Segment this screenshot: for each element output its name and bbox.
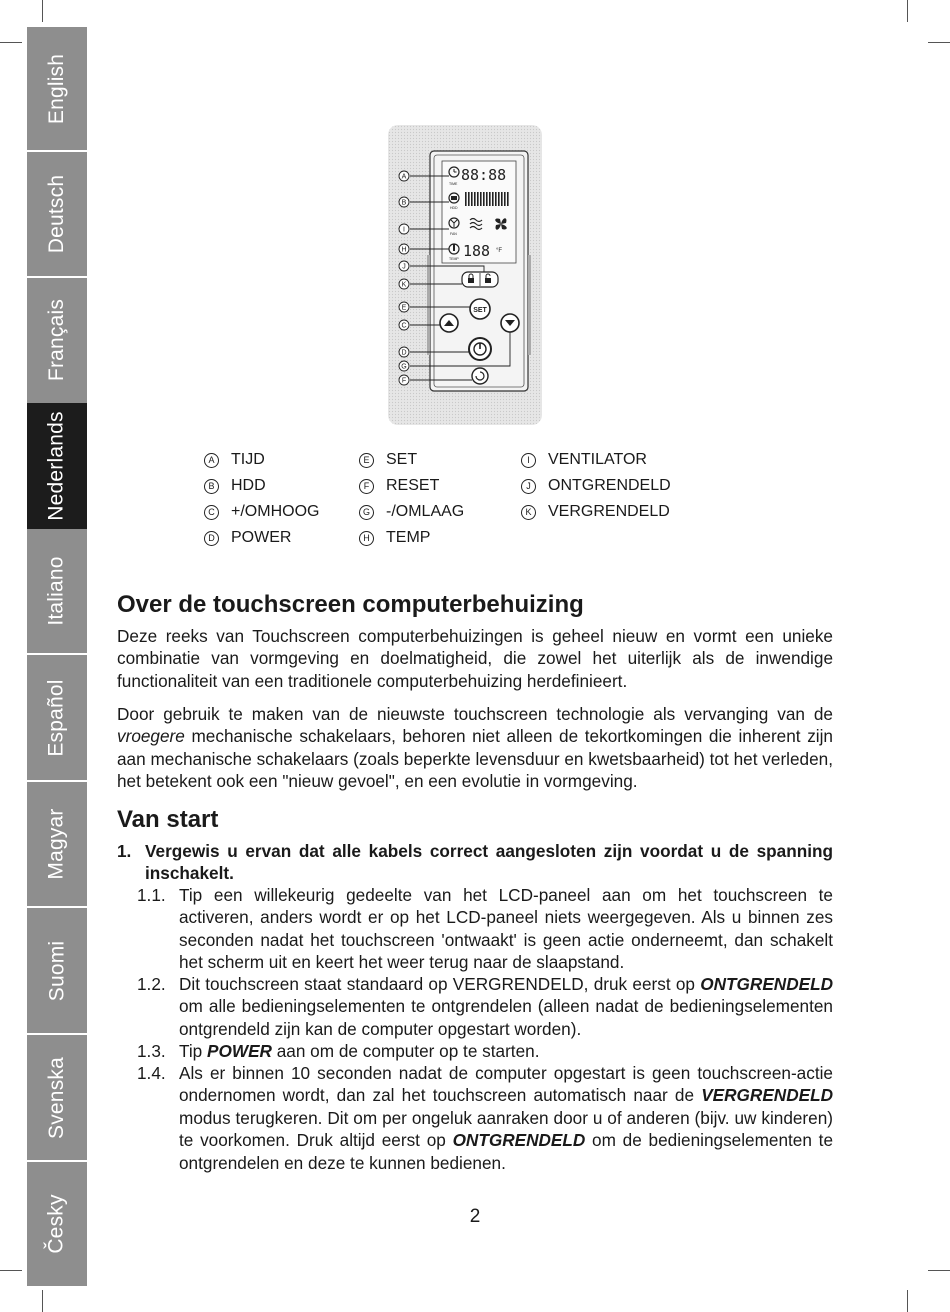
- legend-item: [204, 499, 319, 525]
- callout-f: F: [401, 377, 407, 385]
- tab-francais[interactable]: [27, 278, 87, 402]
- legend-key: K: [521, 505, 536, 520]
- sub-item-1-3: [137, 1040, 833, 1063]
- crop-mark: [928, 42, 950, 43]
- sub-text-part: om alle bedieningselementen te ontgrendelen (alleen nadat de bedieningselementen ontgrendeld zijn kan de computer opgestart worden).: [179, 996, 833, 1039]
- legend-label: VENTILATOR: [548, 451, 647, 468]
- tab-label: Magyar: [45, 808, 69, 880]
- tab-label: Deutsch: [45, 174, 69, 254]
- legend-key: I: [521, 453, 536, 468]
- callout-c: C: [401, 322, 407, 330]
- sub-text: [179, 1062, 833, 1174]
- legend-label: -/OMLAAG: [386, 503, 465, 520]
- sub-item-1-1: [137, 884, 833, 974]
- crop-mark: [928, 1270, 950, 1271]
- sub-text-part: Tip: [179, 1041, 208, 1061]
- crop-mark: [42, 0, 43, 22]
- sub-text: [179, 884, 833, 974]
- legend-item: [521, 473, 671, 499]
- unlock-icon: [485, 278, 491, 283]
- activity-bars: [465, 192, 509, 206]
- legend-key: H: [359, 531, 374, 546]
- fan-label: FAN: [450, 232, 457, 236]
- time-display: 88:88: [461, 166, 507, 184]
- page-number: 2: [469, 1206, 481, 1227]
- legend-item: [359, 525, 464, 551]
- legend-item: [204, 447, 319, 473]
- sub-item-1-2: [137, 973, 833, 1041]
- temp-display: 188: [463, 242, 491, 260]
- intro-paragraph: Deze reeks van Touchscreen computerbehuizingen is geheel nieuw en vormt een unieke combinatie van vormgeving en doelmatigheid, die zowel het uiterlijk als de inwendige functionaliteit van een traditionele computerbehuizing herdefinieert.: [117, 626, 833, 691]
- sub-text-part: om de bedieningselementen te ontgrendelen en deze te kunnen bedienen.: [179, 1130, 834, 1173]
- lock-icon: [468, 278, 474, 283]
- tab-label: Español: [45, 678, 69, 757]
- paragraph-text: Door gebruik te maken van de nieuwste touchscreen technologie als vervanging van de: [117, 704, 833, 724]
- list-item-1: [117, 840, 833, 886]
- legend-item: [521, 447, 671, 473]
- callout-i: I: [403, 226, 405, 234]
- tab-label: Suomi: [45, 940, 68, 1001]
- crop-mark: [907, 1290, 908, 1312]
- callout-e: E: [401, 304, 407, 312]
- legend-label: HDD: [231, 477, 266, 494]
- technology-paragraph: [117, 703, 833, 793]
- callout-h: H: [401, 246, 407, 254]
- legend-key: G: [359, 505, 374, 520]
- sub-number: 1.4.: [137, 1063, 166, 1083]
- keyword-ontgrendeld: ONTGRENDELD: [700, 974, 833, 994]
- sub-text-part: Tip een willekeurig gedeelte van het LCD-paneel aan om het touchscreen te activeren, anders wordt er op het LCD-paneel niets weergegeven. Als u binnen zes seconden nadat het touchscreen 'ontwaakt' is geen actie onderneemt, dan schakelt het scherm uit en keert het weer terug naar de slaapstand.: [179, 885, 833, 973]
- legend-label: ONTGRENDELD: [548, 477, 671, 494]
- section-heading-van-start: Van start: [117, 806, 219, 833]
- keyword-power: POWER: [207, 1041, 272, 1061]
- paragraph-text: mechanische schakelaars, behoren niet alleen de tekortkomingen die inherent zijn aan mechanische schakelaars (zoals beperkte levensduur en kwetsbaarheid) tot het verleden, het betekent ook een "nieuw gevoel", en een evolutie in vormgeving.: [117, 726, 833, 792]
- tab-label: Français: [45, 298, 68, 382]
- legend-item: [204, 525, 319, 551]
- temp-label: TEMP: [449, 257, 459, 261]
- tab-nederlands[interactable]: [27, 403, 87, 529]
- list-number: 1.: [117, 841, 132, 861]
- legend-label: VERGRENDELD: [548, 503, 670, 520]
- legend-key: D: [204, 531, 219, 546]
- tab-label: Svenska: [45, 1056, 69, 1139]
- legend-label: RESET: [386, 477, 440, 494]
- time-label: TIME: [449, 182, 458, 186]
- sub-number: 1.1.: [137, 885, 166, 905]
- panel-illustration: [388, 125, 542, 425]
- tab-magyar[interactable]: [27, 782, 87, 906]
- sub-number: 1.2.: [137, 974, 166, 994]
- legend-key: E: [359, 453, 374, 468]
- tab-label: Nederlands: [45, 411, 68, 521]
- set-label: SET: [473, 307, 487, 314]
- legend-key: B: [204, 479, 219, 494]
- sub-number: 1.3.: [137, 1041, 166, 1061]
- tab-label: English: [45, 53, 68, 124]
- legend-key: C: [204, 505, 219, 520]
- legend-item: [204, 473, 319, 499]
- legend-column-2: [359, 447, 464, 551]
- section-heading-over: Over de touchscreen computerbehuizing: [117, 591, 584, 618]
- legend-label: TEMP: [386, 529, 431, 546]
- sub-text: [179, 973, 833, 1040]
- touchscreen-panel-figure: [388, 125, 542, 425]
- temp-unit: °F: [496, 248, 503, 254]
- callout-d: D: [401, 349, 407, 357]
- reset-button: [472, 368, 488, 384]
- legend-key: J: [521, 479, 536, 494]
- crop-mark: [907, 0, 908, 22]
- legend-label: TIJD: [231, 451, 265, 468]
- callout-j: J: [402, 263, 406, 271]
- legend-label: POWER: [231, 529, 292, 546]
- callout-b: B: [401, 199, 407, 207]
- sub-text-part: modus terugkeren. Dit om per ongeluk aanraken door u of anderen (bijv. uw kinderen) te voorkomen. Druk altijd eerst op: [179, 1107, 833, 1151]
- legend-item: [359, 499, 464, 525]
- sub-item-1-4: [137, 1062, 833, 1174]
- crop-mark: [42, 1290, 43, 1312]
- legend-item: [359, 447, 464, 473]
- keyword-vergrendeld: VERGRENDELD: [701, 1085, 833, 1106]
- callout-g: G: [401, 363, 407, 371]
- tab-label: Česky: [44, 1194, 68, 1254]
- tab-label: Italiano: [45, 556, 69, 626]
- sub-text-part: Dit touchscreen staat standaard op VERGRENDELD, druk eerst op: [179, 974, 701, 994]
- sub-text: [179, 1040, 833, 1062]
- legend-column-3: [521, 447, 671, 525]
- sub-text-part: Als er binnen 10 seconden nadat de computer opgestart is geen touchscreen-actie ondernomen wordt, dan zal het touchscreen automatisch naar de: [179, 1063, 833, 1106]
- legend-key: A: [204, 453, 219, 468]
- list-text: Vergewis u ervan dat alle kabels correct aangesloten zijn voordat u de spanning inschakelt.: [145, 841, 833, 884]
- callout-k: K: [401, 281, 407, 289]
- legend-item: [521, 499, 671, 525]
- sub-text-part: aan om de computer op te starten.: [271, 1041, 540, 1061]
- tab-suomi[interactable]: [27, 908, 87, 1033]
- tab-deutsch[interactable]: [27, 152, 87, 276]
- keyword-ontgrendeld: ONTGRENDELD: [452, 1130, 586, 1151]
- legend-key: F: [359, 479, 374, 494]
- hdd-label: HDD: [450, 206, 458, 210]
- legend-item: [359, 473, 464, 499]
- crop-mark: [0, 42, 22, 43]
- tab-espanol[interactable]: [27, 655, 87, 780]
- legend-label: SET: [386, 451, 418, 468]
- callout-a: A: [401, 173, 407, 181]
- tab-svenska[interactable]: [27, 1035, 87, 1160]
- emphasis-text: vroegere: [117, 726, 185, 747]
- tab-italiano[interactable]: [27, 529, 87, 653]
- crop-mark: [0, 1270, 22, 1271]
- legend-column-1: [204, 447, 319, 551]
- language-sidebar: [27, 27, 87, 1286]
- legend-label: +/OMHOOG: [231, 503, 320, 520]
- tab-english[interactable]: [27, 27, 87, 150]
